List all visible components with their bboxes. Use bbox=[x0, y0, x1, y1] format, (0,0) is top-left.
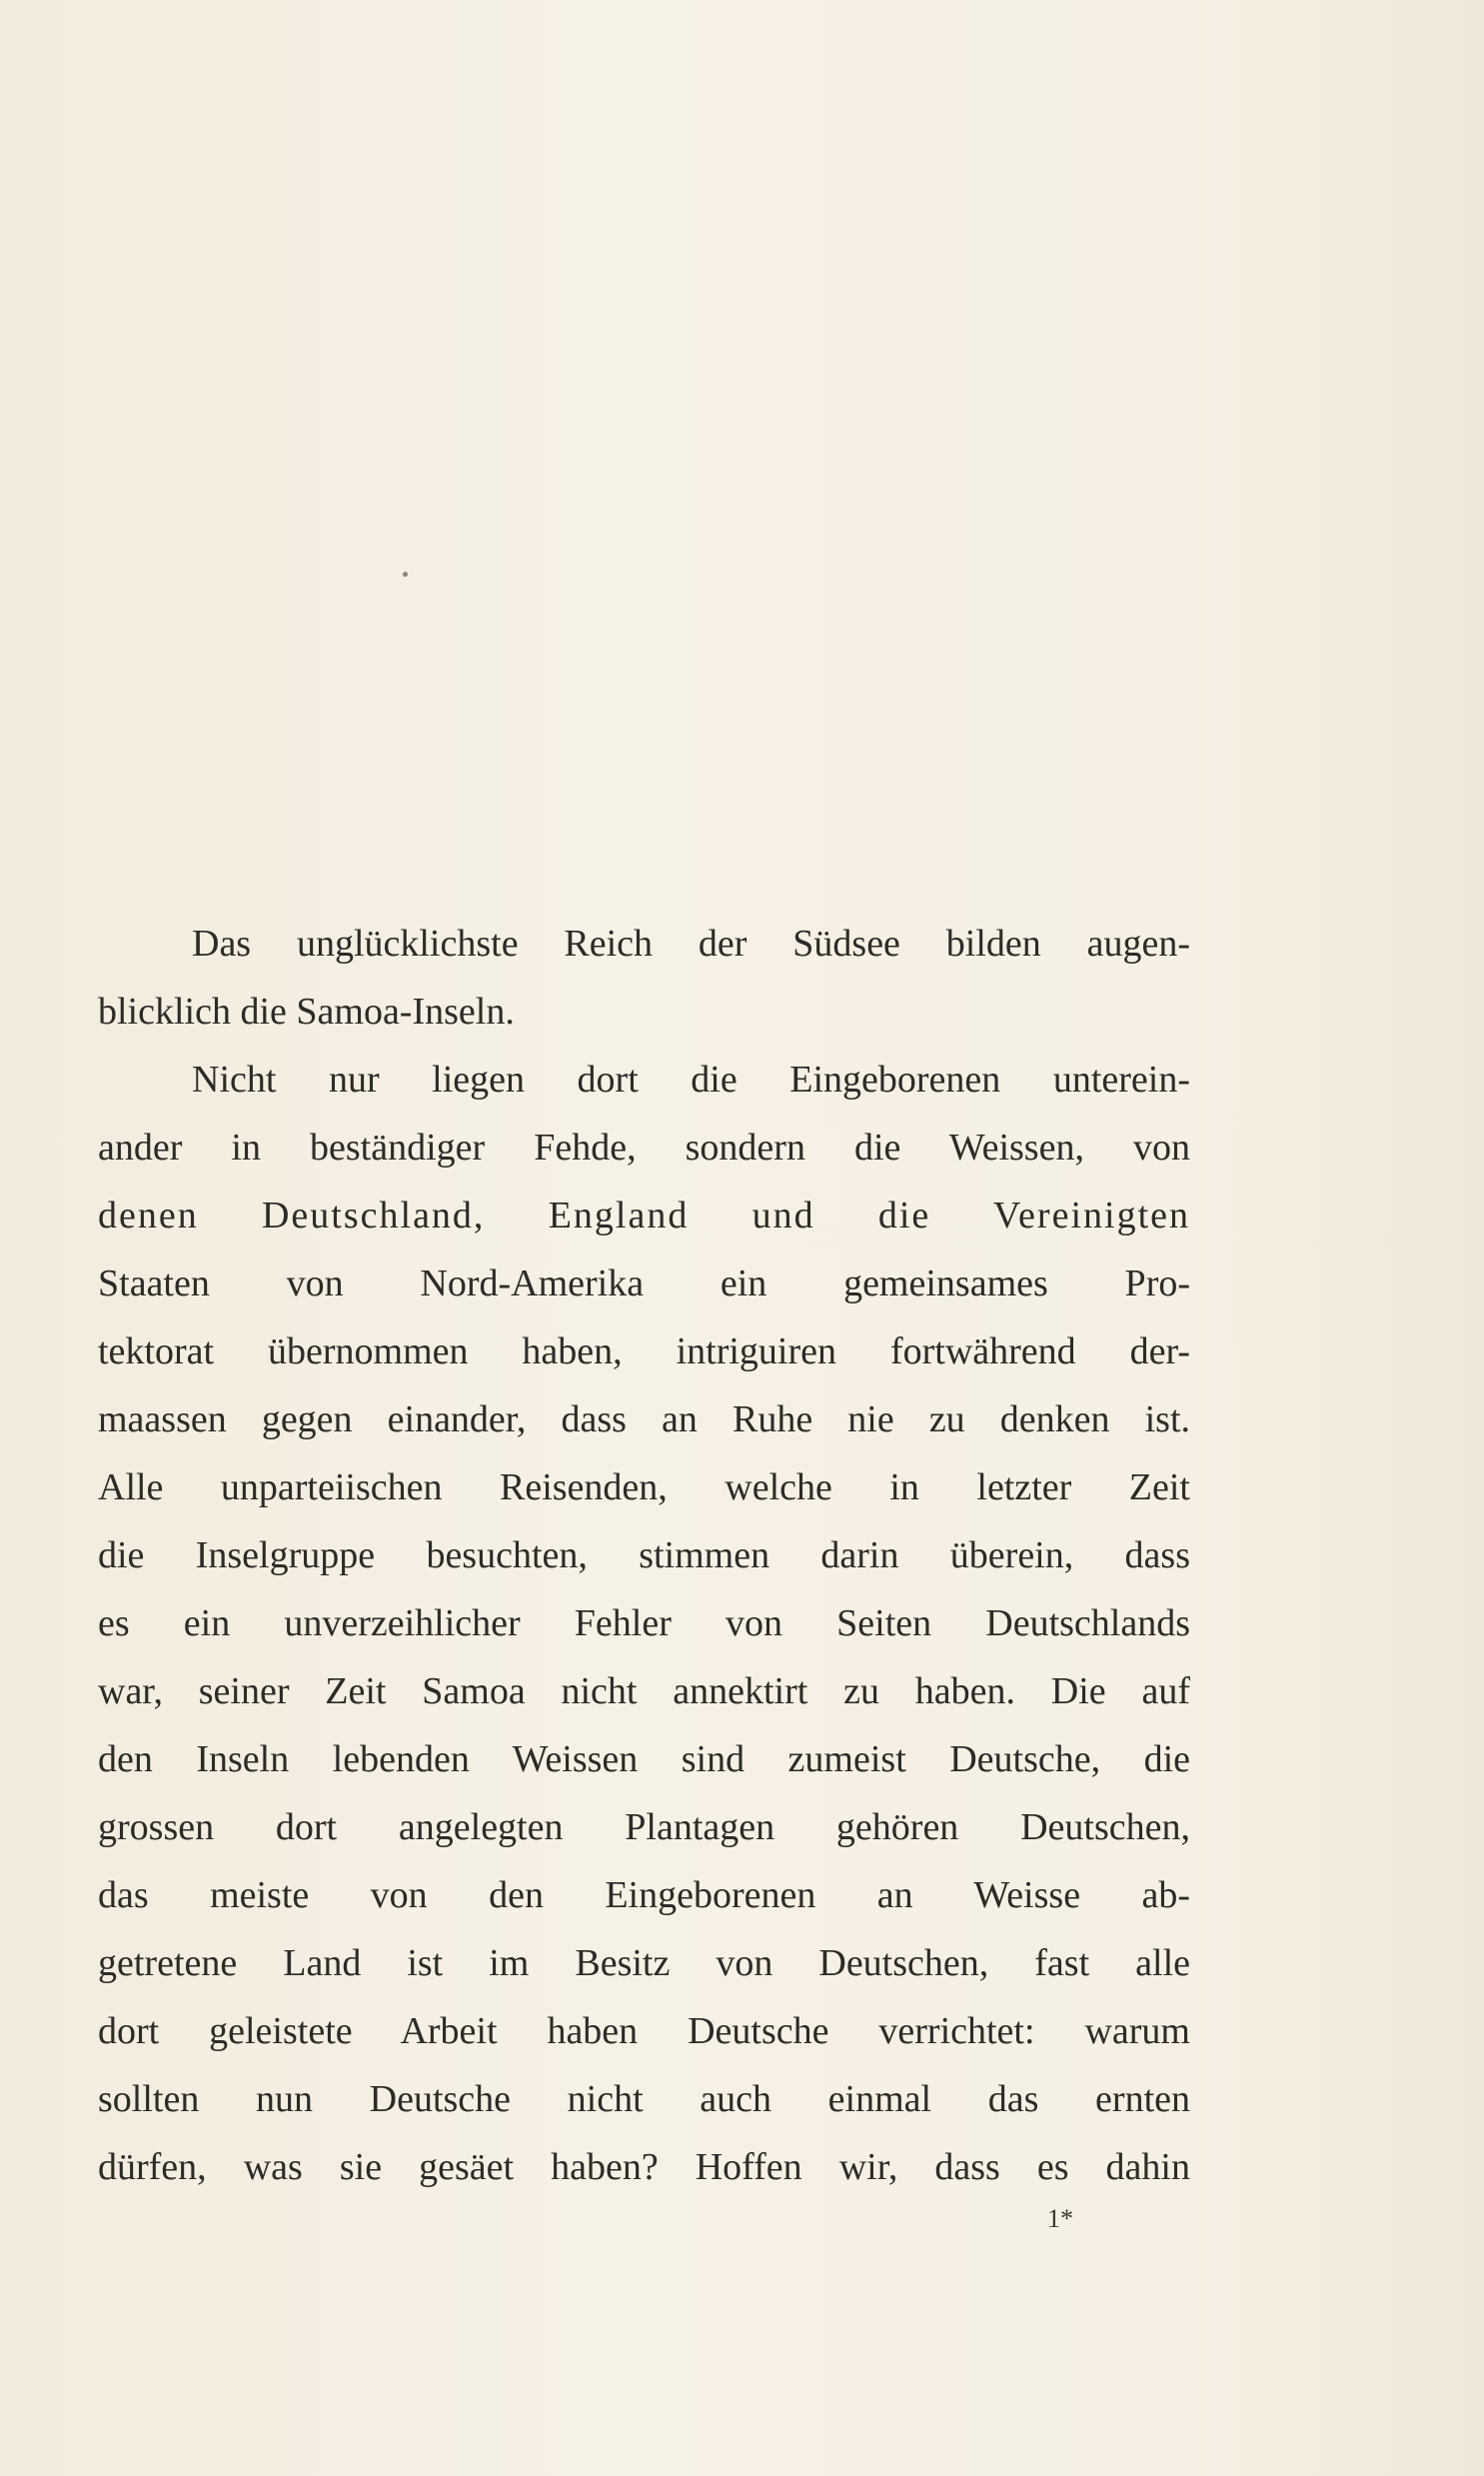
paper-speck bbox=[403, 572, 408, 577]
text-line: sollten nun Deutsche nicht auch einmal das ernten bbox=[98, 2078, 1190, 2120]
text-line: tektorat übernommen haben, intriguiren fortwährend der- bbox=[98, 1330, 1190, 1372]
text-line: das meiste von den Eingeborenen an Weisse ab- bbox=[98, 1874, 1190, 1916]
text-line: war, seiner Zeit Samoa nicht annektirt zu haben. Die auf bbox=[98, 1670, 1190, 1712]
text-line: maassen gegen einander, dass an Ruhe nie zu denken ist. bbox=[98, 1398, 1190, 1440]
text-line: den Inseln lebenden Weissen sind zumeist Deutsche, die bbox=[98, 1738, 1190, 1780]
text-line: grossen dort angelegten Plantagen gehören Deutschen, bbox=[98, 1806, 1190, 1848]
text-line: dort geleistete Arbeit haben Deutsche verrichtet: warum bbox=[98, 2010, 1190, 2052]
text-line: Das unglücklichste Reich der Südsee bilden augen- bbox=[192, 923, 1190, 965]
text-line: die Inselgruppe besuchten, stimmen darin überein, dass bbox=[98, 1534, 1190, 1576]
page-number: 1* bbox=[1047, 2204, 1073, 2233]
body-text bbox=[98, 910, 1190, 2201]
text-line: ander in beständiger Fehde, sondern die Weissen, von bbox=[98, 1127, 1190, 1169]
text-line: getretene Land ist im Besitz von Deutschen, fast alle bbox=[98, 1942, 1190, 1984]
text-line: Alle unparteiischen Reisenden, welche in letzter Zeit bbox=[98, 1466, 1190, 1508]
text-line: denen Deutschland, England und die Vereinigten bbox=[98, 1195, 1190, 1237]
text-line: Staaten von Nord-Amerika ein gemeinsames Pro- bbox=[98, 1262, 1190, 1304]
text-line: Nicht nur liegen dort die Eingeborenen unterein- bbox=[192, 1059, 1190, 1101]
text-line: es ein unverzeihlicher Fehler von Seiten Deutschlands bbox=[98, 1602, 1190, 1644]
text-line: blicklich die Samoa-Inseln. bbox=[98, 991, 515, 1033]
text-line: dürfen, was sie gesäet haben? Hoffen wir, dass es dahin bbox=[98, 2146, 1190, 2188]
